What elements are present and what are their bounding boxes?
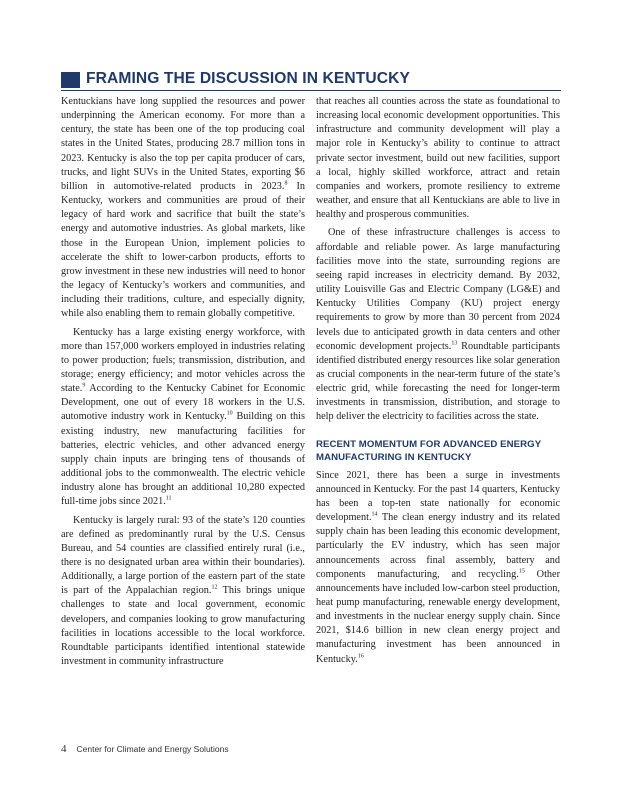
footnote-ref: 13 [451, 340, 458, 347]
footnote-ref: 15 [518, 568, 525, 575]
paragraph-text: that reaches all counties across the state as foundational to increasing local economic development opportunities. This infrastructure and community development will play a major role in Kentucky’s ability to continue to attract private sector investment, build out new facilities, support a local, highly skilled workforce, attract and retain companies and workers, promote resiliency to extreme weather, and ensure that all Kentuckians are able to live in healthy and prosperous communities. [316, 96, 560, 221]
paragraph-text: One of these infrastructure challenges is access to affordable and reliable power. As large manufacturing facilities move into the state, surrounding regions are seeing rapid increases in electricity demand. By 2032, utility Louisville Gas and Electric Company (LG&E) and Kentucky Utilities Company (KU) project energy requirements to grow by more than 30 percent from 2024 levels due to anticipated growth in data centers and other economic development projects. [316, 227, 560, 352]
page-footer [61, 743, 229, 755]
footnote-ref: 16 [357, 653, 364, 660]
paragraph-text: Other announcements have included low-carbon steel production, heat pump manufacturing, renewable energy development, and investments in the nuclear energy supply chain. Since 2021, $14.6 billion in new clean energy project and manufacturing investment has been announced in Kentucky. [316, 568, 561, 665]
paragraph [61, 514, 305, 670]
paragraph-text: In Kentucky, workers and communities are proud of their legacy of hard work and sacrifice that built the state’s energy and automotive industries. As global markets, like those in the European Union, implement policies to accelerate the shift to lower-carbon products, efforts to grow investment in these new industries will need to honor the legacy of Kentucky’s workers and communities, and including their traditions, culture, and especially dignity, while also enabling them to remain globally competitive. [61, 180, 306, 320]
paragraph-text: This brings unique challenges to state and local government, economic developers, and companies looking to grow manufacturing facilities in locations accessible to the local workforce. Roundtable participants identified intentional statewide investment in community infrastructure [61, 585, 305, 668]
footnote-ref: 12 [211, 584, 218, 591]
paragraph [316, 95, 560, 222]
footnote-ref: 14 [371, 511, 378, 518]
paragraph [316, 469, 560, 667]
footnote-ref: 8 [284, 180, 288, 187]
section-heading [61, 70, 561, 91]
footer-organization: Center for Climate and Energy Solutions [76, 744, 229, 754]
section-title: FRAMING THE DISCUSSION IN KENTUCKY [86, 70, 410, 87]
paragraph [61, 326, 305, 510]
right-column [316, 95, 560, 667]
paragraph [316, 226, 560, 424]
paragraph [61, 95, 305, 322]
paragraph-text: Kentucky is largely rural: 93 of the state’s 120 counties are defined as predominantly rural by the U.S. Census Bureau, and 54 counties are classified entirely rural (i.e., there is no designated urban area within their boundaries). Additionally, a large portion of the eastern part of the state is part of the Appalachian region. [61, 514, 305, 597]
paragraph-text: Roundtable participants identified distributed energy resources like solar generation as crucial components in the near-term future of the state’s electric grid, while forecasting the need for longer-term investments in transmission, distribution, and storage to help deliver the electricity to facilities across the state. [316, 340, 560, 423]
paragraph-text: Building on this existing industry, new manufacturing facilities for batteries, electric vehicles, and other advanced energy supply chain inputs are bringing tens of thousands of additional jobs to the commonwealth. The electric vehicle industry alone has brought an additional 10,280 expected full-time jobs since 2021. [61, 411, 305, 508]
footnote-ref: 9 [82, 382, 86, 389]
footnote-ref: 10 [226, 411, 233, 418]
footnote-ref: 11 [165, 495, 172, 502]
paragraph-text: According to the Kentucky Cabinet for Economic Development, one out of every 18 workers in the U.S. automotive industry work in Kentucky. [61, 383, 305, 423]
left-column [61, 95, 305, 669]
paragraph-text: Kentuckians have long supplied the resources and power underpinning the American economy. For more than a century, the state has been one of the top producing coal states in the United States, producing 28.7 million tons in 2023. Kentucky is also the top per capita producer of cars, trucks, and light SUVs in the United States, exporting $6 billion in automotive-related products in 2023. [61, 96, 305, 192]
page-number: 4 [61, 743, 67, 755]
paragraph-text: The clean energy industry and its related supply chain has been leading this economic development, particularly the EV industry, which has seen major announcements across final assembly, battery and components manufacturing, and recycling. [316, 512, 560, 580]
heading-marker [61, 72, 80, 88]
subheading: RECENT MOMENTUM FOR ADVANCED ENERGY MANUFACTURING IN KENTUCKY [316, 438, 542, 463]
paragraph-text: Since 2021, there has been a surge in investments announced in Kentucky. For the past 14 quarters, Kentucky has been a top-ten state nationally for economic development. [316, 469, 560, 524]
paragraph-text: Kentucky has a large existing energy workforce, with more than 157,000 workers employed in industries relating to power production; fuels; transmission, distribution, and storage; energy efficiency; and motor vehicles across the state. [61, 326, 305, 395]
